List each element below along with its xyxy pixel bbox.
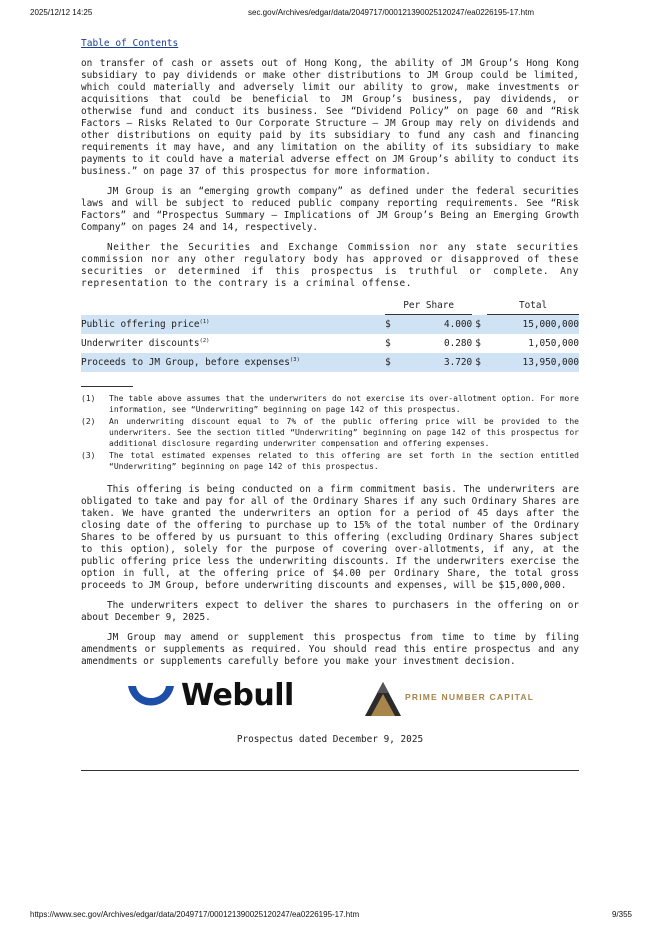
- underwriter-logos: [81, 676, 579, 726]
- paragraph-sec-disclaimer: Neither the Securities and Exchange Commission nor any state securities commission nor any other regulatory body has approved or disapproved of these securities or determined if this prospectus is truthful or complete. Any representation to the contrary is a criminal offense.: [81, 242, 579, 289]
- footnote-text: The total estimated expenses related to this offering are set forth in the section entitled “Underwriting” beginning on page 142 of this prospectus.: [109, 451, 579, 472]
- footnote: [81, 450, 579, 472]
- footnote-ref: (2): [199, 338, 210, 344]
- footnote-text: The table above assumes that the underwriters do not exercise its over-allotment option. For more information, see “Underwriting” beginning on page 142 of this prospectus.: [109, 394, 579, 415]
- footnote-mark: (3): [81, 451, 96, 461]
- table-header-row: [81, 298, 579, 315]
- currency-symbol: $: [385, 338, 391, 350]
- total-value: 13,950,000: [487, 353, 579, 372]
- webull-swoosh-icon: [125, 682, 177, 718]
- pyramid-icon: [363, 678, 403, 722]
- per-share-value: 0.280: [443, 338, 473, 350]
- prime-number-capital-logo: [363, 678, 563, 722]
- print-page-number: 9/355: [611, 910, 632, 919]
- total-value: 1,050,000: [528, 338, 579, 350]
- currency-symbol: $: [385, 353, 397, 372]
- footnote: [81, 416, 579, 449]
- paragraph-emerging-growth: JM Group is an “emerging growth company” as defined under the federal securities laws and will be subject to reduced public company reporting requirements. See “Risk Factors” and “Prospectus Summary — Implications of JM Group’s Being an Emerging Growth Company” on pages 24 and 14, respectively.: [81, 186, 579, 233]
- print-header-url: sec.gov/Archives/edgar/data/2049717/000121390025120247/ea0226195-17.htm: [248, 8, 535, 17]
- print-timestamp: 2025/12/12 14:25: [30, 8, 93, 17]
- currency-symbol: $: [385, 315, 397, 335]
- table-of-contents-link[interactable]: Table of Contents: [81, 38, 179, 49]
- browser-print-header: [30, 8, 632, 22]
- paragraph-delivery: The underwriters expect to deliver the shares to purchasers in the offering on or about December 9, 2025.: [81, 600, 579, 624]
- row-label: Public offering price$^{(1)}$: [81, 315, 385, 335]
- currency-symbol: $: [475, 338, 481, 350]
- currency-symbol: $: [472, 353, 487, 372]
- table-row: [81, 334, 579, 353]
- offering-table: [81, 298, 579, 372]
- currency-symbol: $: [472, 315, 487, 335]
- paragraph-firm-commitment: This offering is being conducted on a firm commitment basis. The underwriters are obligated to take and pay for all of the Ordinary Shares if any such Ordinary Shares are taken. We have granted the underwriters an option for a period of 45 days after the closing date of the offering to purchase up to 15% of the total number of the Ordinary Shares to be offered by us pursuant to this offering (excluding Ordinary Shares subject to this option), solely for the purpose of covering over-allotments, if any, at the public offering price less the underwriting discounts. If the underwriters exercise the option in full, at the offering price of $4.00 per Ordinary Share, the total gross proceeds to JM Group, before underwriting discounts and expenses, will be $15,000,000.: [81, 484, 579, 592]
- footnote-divider: [81, 386, 133, 387]
- prospectus-page: [81, 38, 579, 771]
- webull-logo: [125, 678, 294, 718]
- table-row: [81, 315, 579, 335]
- row-label: Proceeds to JM Group, before expenses$^{(3)}$: [81, 353, 385, 372]
- per-share-value: 4.000: [397, 315, 472, 335]
- total-value: 15,000,000: [487, 315, 579, 335]
- prime-number-capital-wordmark: PRIME NUMBER CAPITAL: [405, 692, 535, 703]
- webull-wordmark: Webull: [181, 678, 294, 714]
- row-label: Underwriter discounts$^{(2)}$: [81, 338, 210, 350]
- footnote-ref: (1): [199, 318, 210, 325]
- paragraph-transfer-limits: on transfer of cash or assets out of Hong Kong, the ability of JM Group’s Hong Kong subsidiary to pay dividends or make other distributions to JM Group could be limited, which could materially and adversely limit our ability to grow, make investments or acquisitions that could be beneficial to JM Group’s business, pay dividends, or otherwise fund and conduct its business. See “Dividend Policy” on page 60 and “Risk Factors — Risks Related to Our Corporate Structure — JM Group may rely on dividends and other distributions on equity paid by its subsidiary to fund any cash and financing requirements it may have, and any limitation on the ability of its subsidiary to make payments to it could have a material adverse effect on JM Group’s ability to conduct its business.” on page 37 of this prospectus for more information.: [81, 58, 579, 177]
- prospectus-date: Prospectus dated December 9, 2025: [236, 734, 424, 746]
- page-end-divider: [81, 770, 579, 771]
- per-share-value: 3.720: [397, 353, 472, 372]
- paragraph-amendments: JM Group may amend or supplement this prospectus from time to time by filing amendments or supplements as required. You should read this entire prospectus and any amendments or supplements carefully before you make your investment decision.: [81, 632, 579, 668]
- footnote-text: An underwriting discount equal to 7% of the public offering price will be provided to the underwriters. See the section titled “Underwriting” beginning on page 142 of this prospectus for additional disclosure regarding underwriter compensation and offering expenses.: [109, 417, 579, 449]
- browser-print-footer: [30, 910, 632, 924]
- print-footer-url: https://www.sec.gov/Archives/edgar/data/2049717/000121390025120247/ea0226195-17.htm: [30, 910, 360, 919]
- header-per-share: Per Share: [385, 298, 472, 315]
- table-row: [81, 353, 579, 372]
- footnote: [81, 393, 579, 415]
- footnote-mark: (2): [81, 417, 96, 427]
- header-total: Total: [487, 298, 579, 315]
- footnote-ref: (3): [289, 357, 300, 364]
- footnote-mark: (1): [81, 394, 96, 404]
